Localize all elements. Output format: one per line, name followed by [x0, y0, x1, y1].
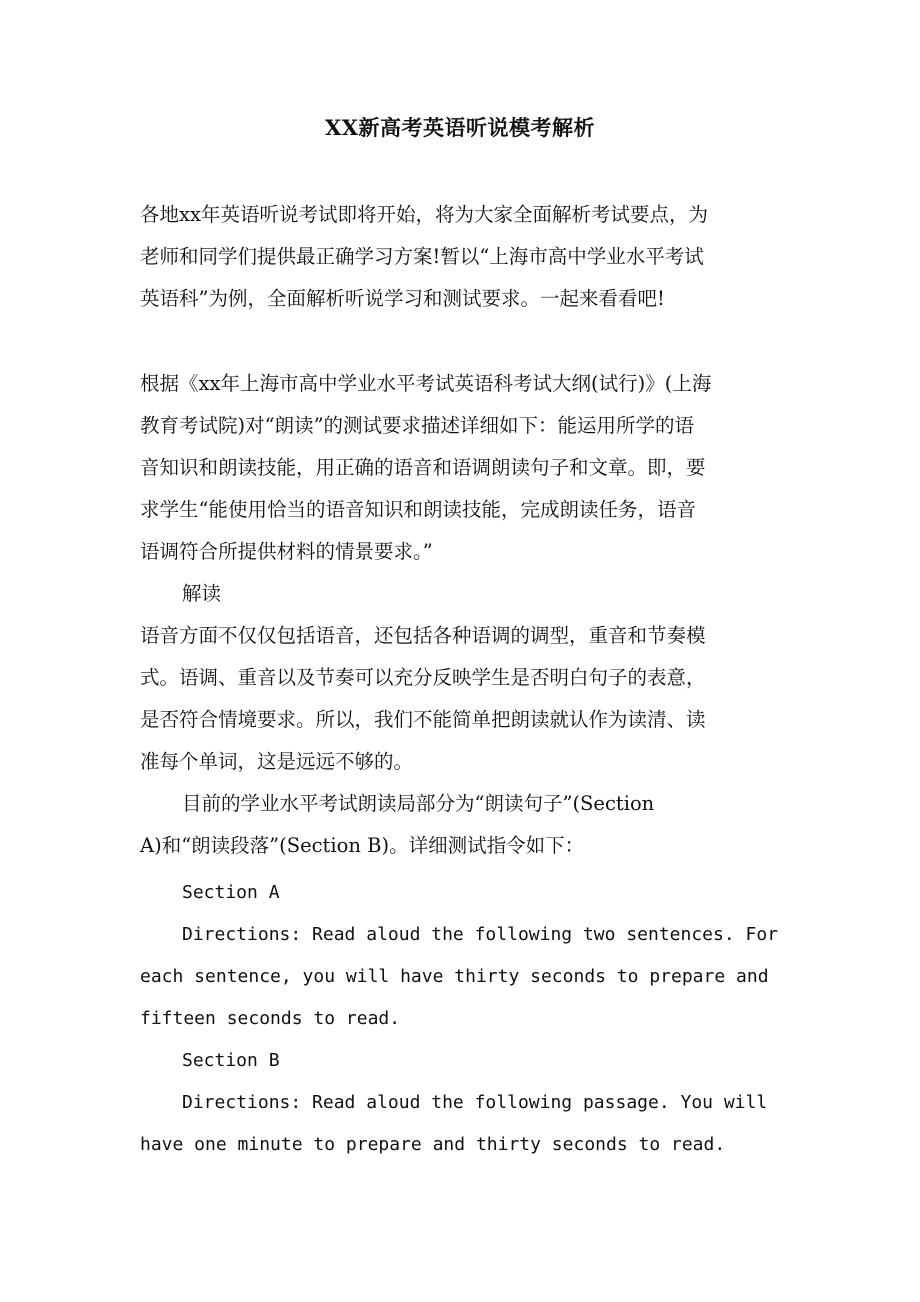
section-b-label: Section B: [182, 1050, 280, 1071]
text-line: 各地xx年英语听说考试即将开始，将为大家全面解析考试要点，为: [140, 203, 708, 226]
text-line: 语音方面不仅仅包括语音，还包括各种语调的调型，重音和节奏模: [140, 624, 706, 647]
section-a-label: Section A: [182, 882, 280, 903]
section-b-directions-line: have one minute to prepare and thirty seconds to read.: [140, 1134, 726, 1155]
text-line: 老师和同学们提供最正确学习方案!暂以“上海市高中学业水平考试: [140, 245, 704, 268]
analysis-heading: 解读: [182, 582, 222, 605]
intro-paragraph: [140, 194, 780, 320]
text-line: 语调符合所提供材料的情景要求。”: [140, 540, 433, 563]
text-line: 式。语调、重音以及节奏可以充分反映学生是否明白句子的表意，: [140, 666, 706, 689]
section-a-directions-line: fifteen seconds to read.: [140, 1008, 401, 1029]
section-a-directions-line: Directions: Read aloud the following two sentences. For: [182, 924, 779, 945]
text-line: 英语科”为例，全面解析听说学习和测试要求。一起来看看吧!: [140, 287, 665, 310]
text-line: 准每个单词，这是远远不够的。: [140, 750, 414, 773]
section-b-directions-line: Directions: Read aloud the following passage. You will: [182, 1092, 768, 1113]
basis-paragraph: [140, 363, 780, 867]
text-line: 目前的学业水平考试朗读局部分为“朗读句子”(Section: [182, 792, 655, 815]
text-line: 教育考试院)对“朗读”的测试要求描述详细如下：能运用所学的语: [140, 414, 695, 437]
text-line: 音知识和朗读技能，用正确的语音和语调朗读句子和文章。即，要: [140, 456, 706, 479]
section-a-directions-line: each sentence, you will have thirty seconds to prepare and: [140, 966, 769, 987]
text-line: A)和“朗读段落”(Section B)。详细测试指令如下：: [140, 834, 585, 857]
document-title: XX新高考英语听说模考解析: [324, 115, 596, 140]
section-b-block: [140, 1040, 780, 1166]
text-line: 是否符合情境要求。所以，我们不能简单把朗读就认作为读清、读: [140, 708, 706, 731]
section-a-block: [140, 872, 780, 1040]
text-line: 求学生“能使用恰当的语音知识和朗读技能，完成朗读任务，语音: [140, 498, 696, 521]
text-line: 根据《xx年上海市高中学业水平考试英语科考试大纲(试行)》(上海: [140, 372, 712, 395]
